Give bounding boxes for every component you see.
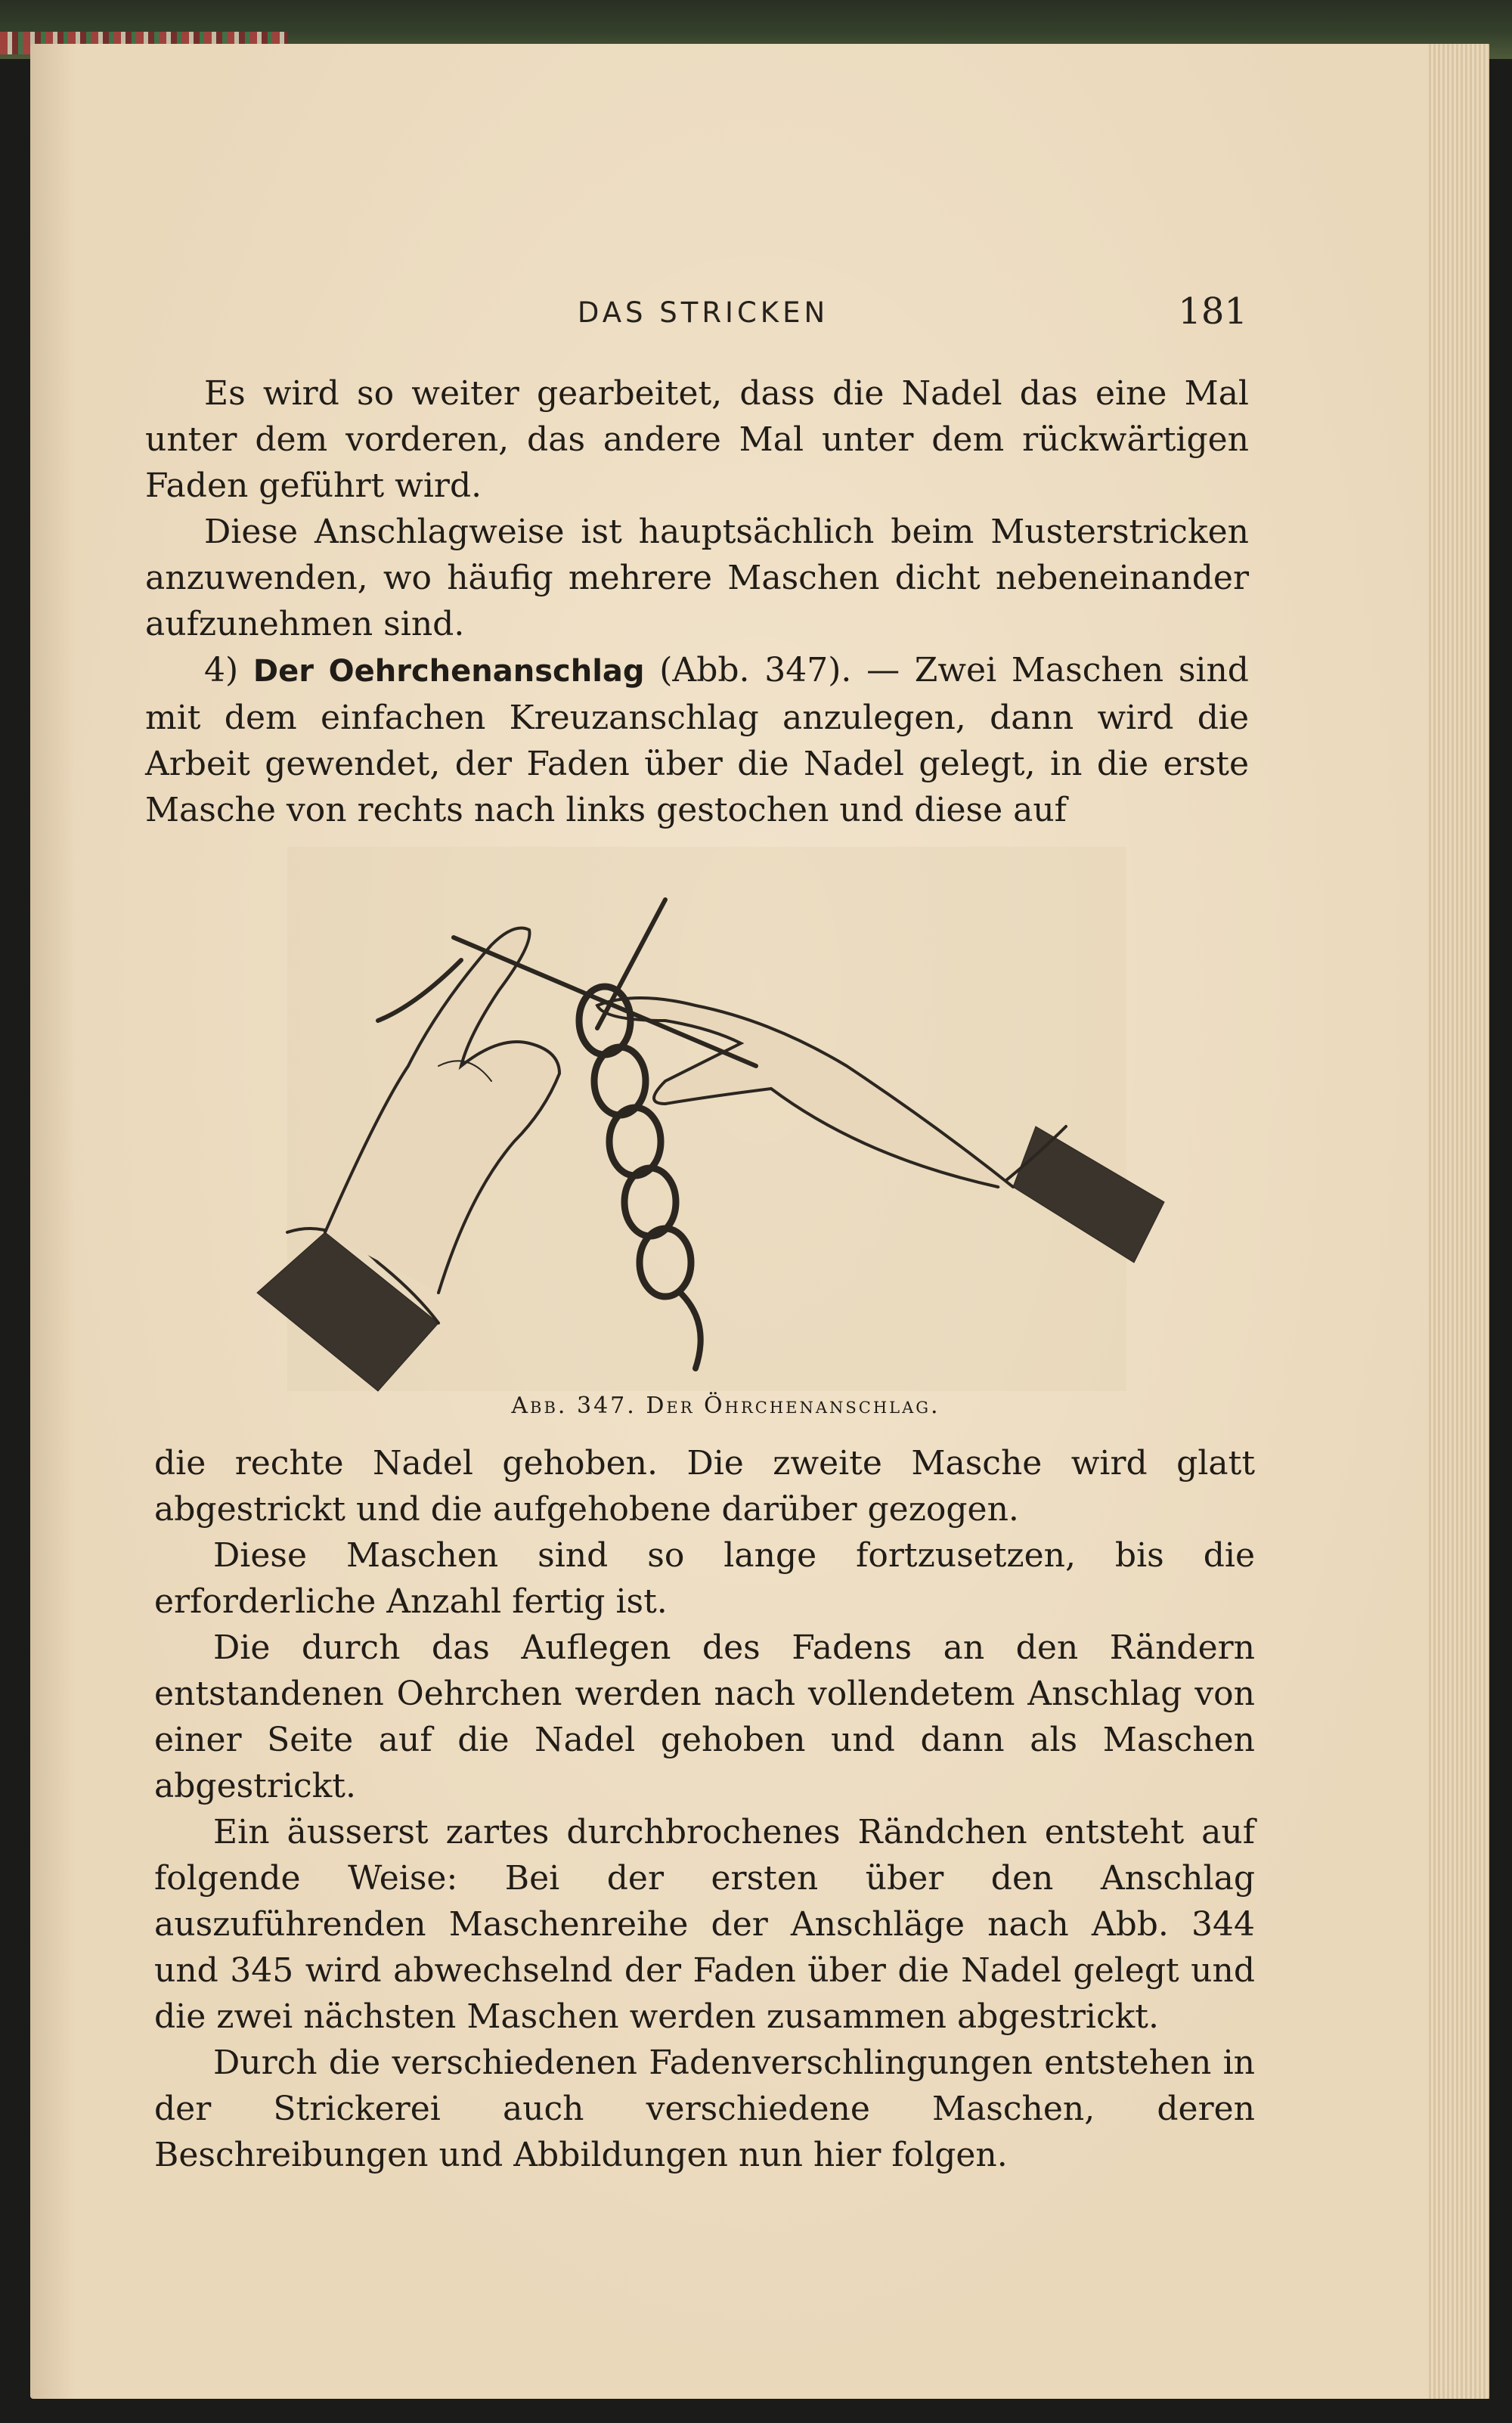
paragraph: die rechte Nadel gehoben. Die zweite Masche wird glatt abgestrickt und die aufgehobene darüber gezogen.	[154, 1444, 1255, 1529]
section-heading: Der Oehrchenanschlag	[253, 654, 645, 689]
paragraph: Ein äusserst zartes durchbrochenes Rändchen entsteht auf folgende Weise: Bei der ersten über den Anschlag auszuführenden Maschenreihe der Anschläge nach Abb. 344 und 345 wird abwechselnd der Faden über die Nadel gelegt und die zwei nächsten Maschen werden zusammen abgestrickt.	[154, 1813, 1255, 2036]
paragraph: Diese Maschen sind so lange fortzusetzen, bis die erforderliche Anzahl fertig ist.	[154, 1536, 1255, 1621]
section-4-paragraph	[145, 647, 1249, 833]
section-number: 4)	[204, 651, 239, 689]
knitting-illustration	[242, 839, 1179, 1399]
paragraph: Es wird so weiter gearbeitet, dass die Nadel das eine Mal unter dem vorderen, das andere Mal unter dem rückwärtigen Faden geführt wird.	[145, 374, 1249, 505]
text-block-bottom	[154, 1440, 1255, 2178]
page-number: 181	[1178, 290, 1247, 333]
running-head	[0, 290, 1512, 334]
page-edges	[1429, 44, 1489, 2399]
paragraph: Die durch das Auflegen des Fadens an den Rändern entstandenen Oehrchen werden nach vollendetem Anschlag von einer Seite auf die Nadel gehoben und dann als Maschen abgestrickt.	[154, 1628, 1255, 1805]
section-text: (Abb. 347). — Zwei Maschen sind mit dem einfachen Kreuzanschlag anzulegen, dann wird die Arbeit gewendet, der Faden über die Nadel gelegt, in die erste Masche von rechts nach links gestochen und diese auf	[145, 651, 1249, 829]
text-block-top	[145, 370, 1249, 833]
figure-caption: Abb. 347. Der Öhrchenanschlag.	[511, 1393, 940, 1419]
running-title: DAS STRICKEN	[577, 296, 829, 329]
paragraph: Diese Anschlagweise ist hauptsächlich beim Musterstricken anzuwenden, wo häufig mehrere Maschen dicht nebeneinander aufzunehmen sind.	[145, 513, 1249, 643]
paragraph: Durch die verschiedenen Fadenverschlingungen entstehen in der Strickerei auch verschiedene Maschen, deren Beschreibungen und Abbildungen nun hier folgen.	[154, 2043, 1255, 2174]
